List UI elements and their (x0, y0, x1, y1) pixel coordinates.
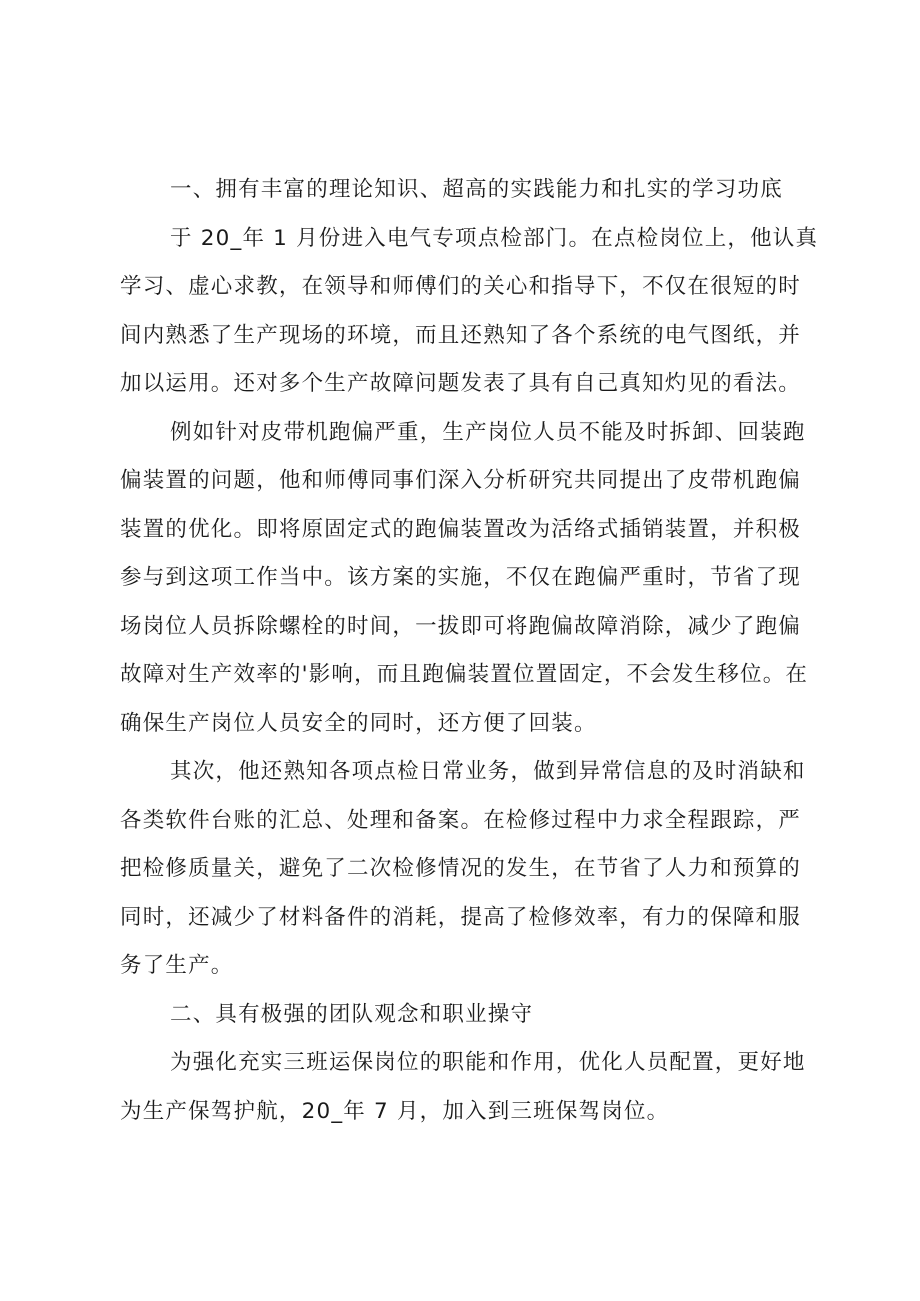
paragraph-line: 确保生产岗位人员安全的同时，还方便了回装。 (120, 710, 597, 736)
paragraph-line: 例如针对皮带机跑偏严重，生产岗位人员不能及时拆卸、回装跑 (170, 419, 806, 445)
paragraph-line: 为生产保驾护航，20_年 7 月，加入到三班保驾岗位。 (120, 1098, 670, 1124)
paragraph-line: 加以运用。还对多个生产故障问题发表了具有自己真知灼见的看法。 (120, 371, 802, 396)
paragraph-line: 学习、虚心求教，在领导和师傅们的关心和指导下，不仅在很短的时 (120, 274, 802, 299)
paragraph-line: 同时，还减少了材料备件的消耗，提高了检修效率，有力的保障和服 (120, 904, 802, 930)
paragraph-line: 务了生产。 (120, 953, 234, 978)
section-heading-1: 一、拥有丰富的理论知识、超高的实践能力和扎实的学习功底 (170, 177, 783, 202)
paragraph-1 (120, 215, 820, 409)
paragraph-line: 参与到这项工作当中。该方案的实施，不仅在跑偏严重时，节省了现 (120, 565, 802, 590)
paragraph-4 (120, 1039, 820, 1136)
paragraph-line: 偏装置的问题，他和师傅同事们深入分析研究共同提出了皮带机跑偏 (120, 468, 802, 493)
paragraph-line: 其次，他还熟知各项点检日常业务，做到异常信息的及时消缺和 (170, 759, 806, 784)
paragraph-line: 为强化充实三班运保岗位的职能和作用，优化人员配置，更好地 (170, 1050, 806, 1075)
paragraph-line: 间内熟悉了生产现场的环境，而且还熟知了各个系统的电气图纸，并 (120, 322, 802, 348)
document-body (120, 166, 820, 1136)
paragraph-line: 各类软件台账的汇总、处理和备案。在检修过程中力求全程跟踪，严 (120, 807, 802, 833)
paragraph-line: 装置的优化。即将原固定式的跑偏装置改为活络式插销装置，并积极 (120, 516, 802, 542)
paragraph-3 (120, 748, 820, 991)
paragraph-2 (120, 409, 820, 749)
paragraph-line: 故障对生产效率的'影响，而且跑偏装置位置固定，不会发生移位。在 (120, 662, 809, 687)
paragraph-line: 把检修质量关，避免了二次检修情况的发生，在节省了人力和预算的 (120, 856, 802, 881)
section-heading-2: 二、具有极强的团队观念和职业操守 (170, 1001, 534, 1027)
paragraph-line: 于 20_年 1 月份进入电气专项点检部门。在点检岗位上，他认真 (170, 225, 819, 251)
paragraph-line: 场岗位人员拆除螺栓的时间，一拔即可将跑偏故障消除，减少了跑偏 (120, 613, 802, 639)
